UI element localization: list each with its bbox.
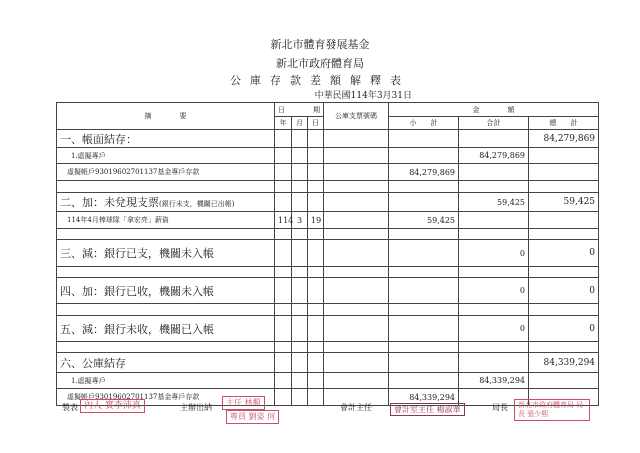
row-doc-no	[324, 130, 389, 148]
row-label: 虛擬帳戶93019602701137基金專戶存款	[57, 164, 275, 181]
agency-name: 新北市政府體育局	[276, 57, 364, 70]
row-label	[57, 304, 275, 316]
table-row	[57, 267, 599, 278]
row-subtotal	[389, 193, 459, 212]
row-year	[275, 353, 292, 373]
row-year: 114	[275, 212, 292, 229]
table-row	[57, 316, 599, 342]
row-year	[275, 278, 292, 304]
table-row	[57, 353, 599, 373]
row-subtotal: 84,279,869	[389, 164, 459, 181]
row-doc-no	[324, 240, 389, 267]
row-doc-no	[324, 278, 389, 304]
row-day	[308, 229, 324, 240]
row-month	[292, 130, 308, 148]
row-day	[308, 304, 324, 316]
row-total	[459, 181, 529, 193]
row-subtotal	[389, 181, 459, 193]
row-day	[308, 278, 324, 304]
row-subtotal	[389, 342, 459, 353]
row-subtotal	[389, 267, 459, 278]
row-year	[275, 304, 292, 316]
row-total: 0	[459, 278, 529, 304]
col-subtotal: 小 計	[389, 117, 459, 130]
table-row	[57, 130, 599, 148]
header-row-1	[57, 103, 599, 117]
preparer-stamp: 內人 實李沛真	[80, 399, 145, 413]
col-day: 日	[308, 117, 324, 130]
row-year	[275, 148, 292, 164]
row-total: 59,425	[459, 193, 529, 212]
row-grand-total	[529, 229, 599, 240]
row-doc-no	[324, 181, 389, 193]
form-title: 公庫存款差額解釋表	[230, 74, 410, 87]
row-subtotal	[389, 240, 459, 267]
row-subtotal	[389, 304, 459, 316]
col-date-group: 日 期	[275, 103, 324, 117]
table-row	[57, 212, 599, 229]
row-doc-no	[324, 229, 389, 240]
col-month: 月	[292, 117, 308, 130]
row-day	[308, 342, 324, 353]
row-doc-no	[324, 373, 389, 389]
col-year: 年	[275, 117, 292, 130]
reconciliation-table	[56, 102, 599, 406]
row-year	[275, 240, 292, 267]
row-grand-total	[529, 267, 599, 278]
row-label: 三、減：銀行已支，機關未入帳	[57, 240, 275, 267]
col-amount-group: 金 額	[389, 103, 599, 117]
row-grand-total: 0	[529, 278, 599, 304]
row-total	[459, 229, 529, 240]
row-grand-total: 0	[529, 316, 599, 342]
row-total	[459, 130, 529, 148]
row-subtotal	[389, 130, 459, 148]
cashier-label: 主辦出納	[180, 403, 212, 412]
row-month	[292, 316, 308, 342]
row-doc-no	[324, 193, 389, 212]
row-day	[308, 240, 324, 267]
row-subtotal	[389, 278, 459, 304]
row-day	[308, 181, 324, 193]
row-total	[459, 353, 529, 373]
row-year	[275, 229, 292, 240]
accounting-stamp: 會計室主任 楊淑華	[390, 403, 465, 416]
row-year	[275, 181, 292, 193]
row-label: 二、加：未兌現支票(銀行未支，機關已出帳)	[57, 193, 275, 212]
row-day	[308, 193, 324, 212]
col-total: 合計	[459, 117, 529, 130]
row-grand-total	[529, 212, 599, 229]
row-grand-total: 0	[529, 240, 599, 267]
row-label: 五、減：銀行未收，機關已入帳	[57, 316, 275, 342]
row-grand-total: 84,339,294	[529, 353, 599, 373]
row-year	[275, 342, 292, 353]
row-subtotal	[389, 373, 459, 389]
row-doc-no	[324, 316, 389, 342]
row-label-note: (銀行未支，機關已出帳)	[159, 200, 235, 208]
row-month	[292, 240, 308, 267]
row-month	[292, 193, 308, 212]
row-total	[459, 164, 529, 181]
row-doc-no	[324, 304, 389, 316]
row-label	[57, 229, 275, 240]
row-month	[292, 148, 308, 164]
row-year	[275, 164, 292, 181]
row-doc-no	[324, 342, 389, 353]
table-row	[57, 278, 599, 304]
fund-name: 新北市體育發展基金	[270, 38, 370, 51]
row-subtotal	[389, 229, 459, 240]
cashier-stamp-1: 主任 林頫	[222, 396, 265, 410]
row-grand-total: 84,279,869	[529, 130, 599, 148]
row-label	[57, 181, 275, 193]
row-doc-no	[324, 164, 389, 181]
row-label	[57, 267, 275, 278]
row-year	[275, 130, 292, 148]
row-subtotal: 84,339,294	[389, 389, 459, 406]
row-grand-total	[529, 373, 599, 389]
row-day: 19	[308, 212, 324, 229]
row-total	[459, 212, 529, 229]
row-month	[292, 181, 308, 193]
table-row	[57, 342, 599, 353]
row-doc-no	[324, 267, 389, 278]
row-total: 0	[459, 240, 529, 267]
row-grand-total: 59,425	[529, 193, 599, 212]
row-subtotal: 59,425	[389, 212, 459, 229]
row-label: 四、加：銀行已收，機關未入帳	[57, 278, 275, 304]
row-year	[275, 267, 292, 278]
row-year	[275, 316, 292, 342]
row-month	[292, 229, 308, 240]
row-day	[308, 267, 324, 278]
row-doc-no	[324, 353, 389, 373]
row-total: 84,339,294	[459, 373, 529, 389]
row-day	[308, 353, 324, 373]
accounting-label: 會計主任	[340, 403, 372, 412]
row-total	[459, 267, 529, 278]
row-grand-total	[529, 342, 599, 353]
row-month	[292, 373, 308, 389]
row-total	[459, 342, 529, 353]
row-month	[292, 278, 308, 304]
row-total: 0	[459, 316, 529, 342]
row-label: 六、公庫結存	[57, 353, 275, 373]
row-month: 3	[292, 212, 308, 229]
row-day	[308, 164, 324, 181]
row-grand-total	[529, 148, 599, 164]
table-row	[57, 373, 599, 389]
row-month	[292, 342, 308, 353]
row-label: 虛擬帳戶93019602701137基金專戶存款	[57, 389, 275, 406]
row-day	[308, 373, 324, 389]
row-label: 一、帳面結存：	[57, 130, 275, 148]
row-year	[275, 193, 292, 212]
table-row	[57, 148, 599, 164]
director-label: 局長	[492, 403, 508, 412]
table-row	[57, 229, 599, 240]
row-doc-no	[324, 148, 389, 164]
row-month	[292, 389, 308, 406]
row-doc-no	[324, 212, 389, 229]
row-grand-total	[529, 181, 599, 193]
table-row	[57, 240, 599, 267]
row-total	[459, 304, 529, 316]
row-grand-total	[529, 304, 599, 316]
row-subtotal	[389, 148, 459, 164]
director-stamp: 新北市政府體育局 局 長 張少熙	[514, 399, 590, 421]
col-doc-no: 公庫支票號碼	[324, 103, 389, 130]
row-day	[308, 316, 324, 342]
row-subtotal	[389, 316, 459, 342]
row-label: 114年4月棒球隊「拿宏亮」薪資	[57, 212, 275, 229]
table-row	[57, 193, 599, 212]
cashier-stamp-2: 專員 劉姿 何	[226, 410, 279, 424]
report-date: 中華民國114年3月31日	[314, 91, 412, 101]
table-row	[57, 304, 599, 316]
row-month	[292, 304, 308, 316]
row-day	[308, 148, 324, 164]
row-label: 1.虛擬專戶	[57, 373, 275, 389]
row-grand-total	[529, 164, 599, 181]
row-year	[275, 373, 292, 389]
table-row	[57, 181, 599, 193]
row-year	[275, 389, 292, 406]
row-month	[292, 353, 308, 373]
row-day	[308, 130, 324, 148]
row-month	[292, 267, 308, 278]
col-grand-total: 總 計	[529, 117, 599, 130]
row-day	[308, 389, 324, 406]
prepared-by-label: 製表	[62, 403, 78, 412]
row-label	[57, 342, 275, 353]
table-row	[57, 164, 599, 181]
row-subtotal	[389, 353, 459, 373]
row-label: 1.虛擬專戶	[57, 148, 275, 164]
row-month	[292, 164, 308, 181]
row-total: 84,279,869	[459, 148, 529, 164]
col-summary: 摘 要	[57, 103, 275, 130]
